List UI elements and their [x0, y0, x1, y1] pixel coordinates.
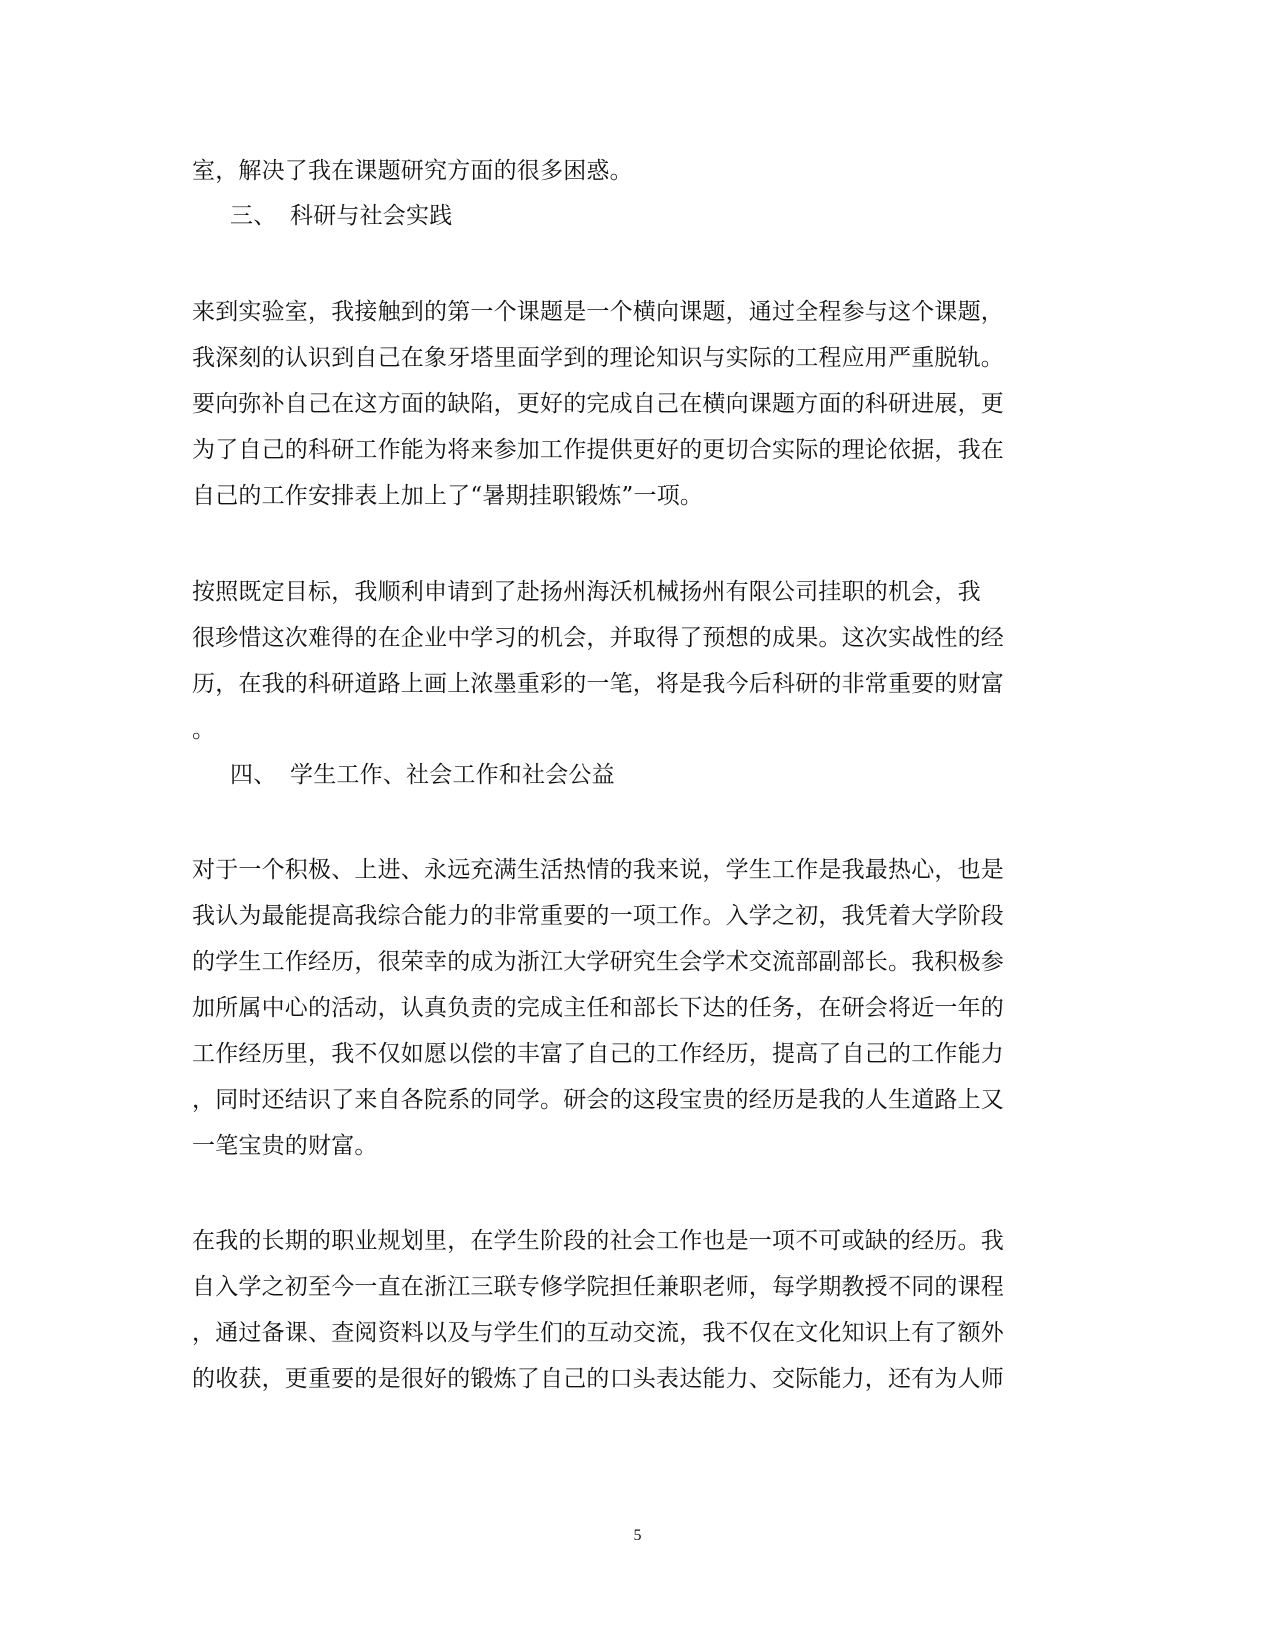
text-line: 为了自己的科研工作能为将来参加工作提供更好的更切合实际的理论依据，我在 — [192, 437, 1004, 463]
section-number: 三、 — [230, 203, 277, 229]
text-line: 在我的长期的职业规划里，在学生阶段的社会工作也是一项不可或缺的经历。我 — [192, 1228, 1004, 1254]
section-heading-4 — [230, 760, 615, 790]
text-line: 的收获，更重要的是很好的锻炼了自己的口头表达能力、交际能力，还有为人师 — [192, 1366, 1004, 1392]
text-line: ，同时还结识了来自各院系的同学。研会的这段宝贵的经历是我的人生道路上又 — [192, 1087, 1004, 1113]
text-line: 工作经历里，我不仅如愿以偿的丰富了自己的工作经历，提高了自己的工作能力 — [192, 1041, 1004, 1067]
text-line: 室，解决了我在课题研究方面的很多困惑。 — [192, 158, 633, 184]
text-line: 按照既定目标，我顺利申请到了赴扬州海沃机械扬州有限公司挂职的机会，我 — [192, 579, 981, 605]
text-line: 加所属中心的活动，认真负责的完成主任和部长下达的任务，在研会将近一年的 — [192, 995, 1004, 1021]
text-line: 的学生工作经历，很荣幸的成为浙江大学研究生会学术交流部副部长。我积极参 — [192, 949, 1004, 975]
section-heading-3 — [230, 201, 452, 231]
text-line: 我深刻的认识到自己在象牙塔里面学到的理论知识与实际的工程应用严重脱轨。 — [192, 345, 1004, 371]
section-number: 四、 — [230, 762, 277, 788]
text-line: 对于一个积极、上进、永远充满生活热情的我来说，学生工作是我最热心，也是 — [192, 857, 1004, 883]
text-line: 。 — [192, 717, 216, 743]
text-line: 一笔宝贵的财富。 — [192, 1133, 378, 1159]
text-line: 自入学之初至今一直在浙江三联专修学院担任兼职老师，每学期教授不同的课程 — [192, 1274, 1004, 1300]
text-line: 自己的工作安排表上加上了“暑期挂职锻炼”一项。 — [192, 483, 704, 509]
text-line: 历，在我的科研道路上画上浓墨重彩的一笔，将是我今后科研的非常重要的财富 — [192, 671, 1004, 697]
section-title: 科研与社会实践 — [290, 203, 453, 229]
text-line: 要向弥补自己在这方面的缺陷，更好的完成自己在横向课题方面的科研进展，更 — [192, 391, 1004, 417]
section-title: 学生工作、社会工作和社会公益 — [290, 762, 615, 788]
page-number: 5 — [633, 1527, 642, 1544]
text-line: 我认为最能提高我综合能力的非常重要的一项工作。入学之初，我凭着大学阶段 — [192, 903, 1004, 929]
text-line: 来到实验室，我接触到的第一个课题是一个横向课题，通过全程参与这个课题， — [192, 299, 1004, 325]
text-line: ，通过备课、查阅资料以及与学生们的互动交流，我不仅在文化知识上有了额外 — [192, 1320, 1004, 1346]
text-line: 很珍惜这次难得的在企业中学习的机会，并取得了预想的成果。这次实战性的经 — [192, 625, 1004, 651]
